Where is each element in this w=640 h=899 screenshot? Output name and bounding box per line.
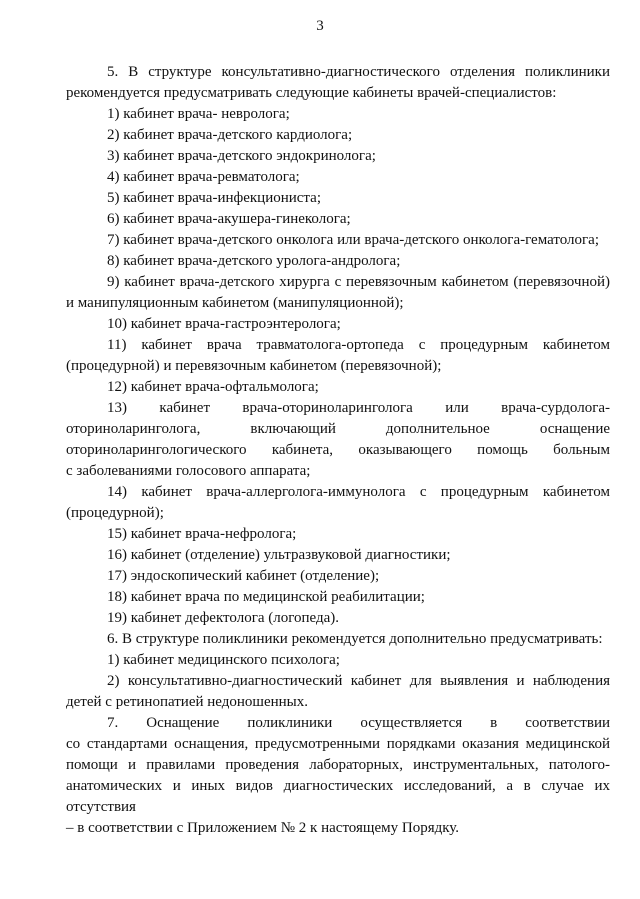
list-item: 8) кабинет врача-детского уролога-андролога; (107, 253, 401, 269)
list-item-14-line-2: (процедурной); (66, 505, 164, 521)
paragraph-7-line-2: со стандартами оснащения, предусмотренными порядками оказания медицинской (66, 736, 610, 752)
list-item-13-line-4: с заболеваниями голосового аппарата; (66, 463, 311, 479)
paragraph-7-line-5: – в соответствии с Приложением № 2 к настоящему Порядку. (66, 820, 460, 836)
document-body (66, 62, 610, 839)
paragraph-5 (66, 62, 610, 104)
paragraph-5-line-1: 5. В структуре консультативно-диагностического отделения поликлиники (107, 64, 610, 80)
paragraph-7-line-1: 7. Оснащение поликлиники осуществляется в соответствии (107, 715, 610, 731)
list-item: 5) кабинет врача-инфекциониста; (107, 190, 321, 206)
list-item: 16) кабинет (отделение) ультразвуковой диагностики; (107, 547, 451, 563)
paragraph-6-item-2-line-1: 2) консультативно-диагностический кабинет для выявления и наблюдения (107, 673, 610, 689)
list-item: 2) кабинет врача-детского кардиолога; (107, 127, 353, 143)
list-item-13-line-2: оториноларинголога, включающий дополнительное оснащение (66, 421, 610, 437)
paragraph-7 (66, 713, 610, 839)
paragraph-7-line-3: помощи и правилами проведения лабораторных, инструментальных, патолого- (66, 757, 610, 773)
list-item-13-line-1: 13) кабинет врача-оториноларинголога или врача-сурдолога- (107, 400, 610, 416)
paragraph-7-line-4: анатомических и иных видов диагностических исследований, а в случае их отсутствия (66, 778, 610, 815)
list-item: 7) кабинет врача-детского онколога или врача-детского онколога-гематолога; (107, 232, 599, 248)
list-item: 10) кабинет врача-гастроэнтеролога; (107, 316, 341, 332)
paragraph-6 (66, 629, 610, 713)
list-item-13-line-3: оториноларингологического кабинета, оказывающего помощь больным (66, 442, 610, 458)
list-item: 15) кабинет врача-нефролога; (107, 526, 297, 542)
list-item-9-line-2: и манипуляционным кабинетом (манипуляционной); (66, 295, 404, 311)
list-item: 17) эндоскопический кабинет (отделение); (107, 568, 380, 584)
list-item-11-line-2: (процедурной) и перевязочным кабинетом (перевязочной); (66, 358, 442, 374)
list-item: 6) кабинет врача-акушера-гинеколога; (107, 211, 351, 227)
list-item: 3) кабинет врача-детского эндокринолога; (107, 148, 376, 164)
list-item-9-line-1: 9) кабинет врача-детского хирурга с перевязочным кабинетом (перевязочной) (107, 274, 610, 290)
list-item: 19) кабинет дефектолога (логопеда). (107, 610, 340, 626)
paragraph-6-item-2-line-2: детей с ретинопатией недоношенных. (66, 694, 309, 710)
paragraph-5-line-2: рекомендуется предусматривать следующие кабинеты врачей-специалистов: (66, 85, 557, 101)
list-item: 1) кабинет врача- невролога; (107, 106, 290, 122)
paragraph-6-intro: 6. В структуре поликлиники рекомендуется дополнительно предусматривать: (107, 631, 603, 647)
list-item: 1) кабинет медицинского психолога; (107, 652, 340, 668)
page-number: 3 (316, 18, 324, 34)
list-item: 4) кабинет врача-ревматолога; (107, 169, 300, 185)
list-item: 12) кабинет врача-офтальмолога; (107, 379, 319, 395)
list-item-14-line-1: 14) кабинет врача-аллерголога-иммунолога с процедурным кабинетом (107, 484, 610, 500)
list-item-11-line-1: 11) кабинет врача травматолога-ортопеда с процедурным кабинетом (107, 337, 610, 353)
cabinet-list (66, 104, 610, 629)
list-item: 18) кабинет врача по медицинской реабилитации; (107, 589, 425, 605)
